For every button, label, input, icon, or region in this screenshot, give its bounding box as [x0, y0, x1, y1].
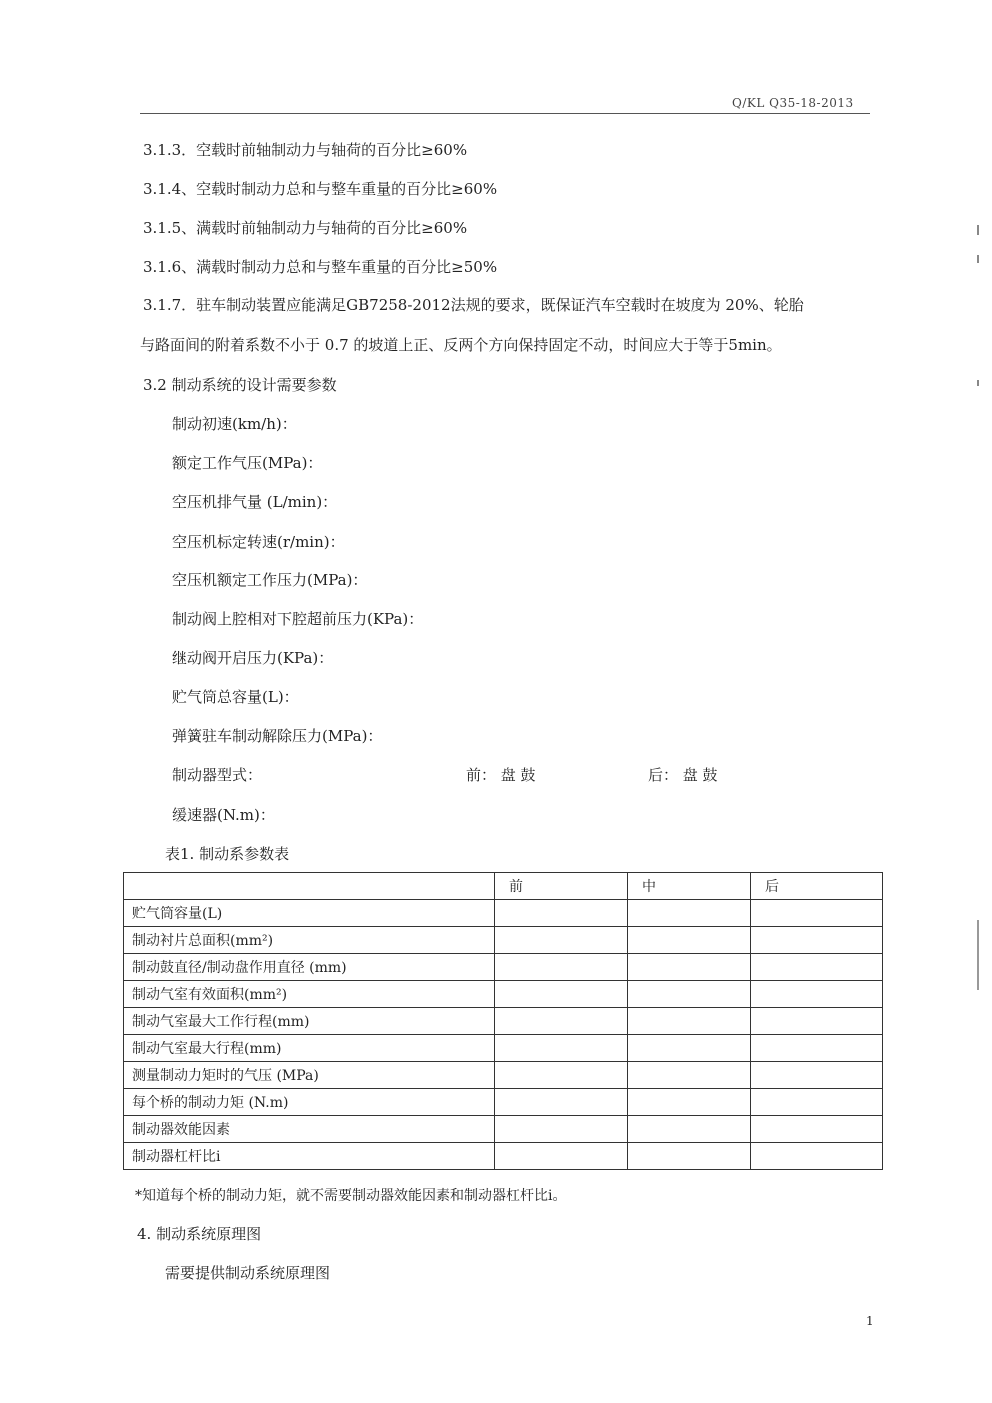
value-cell	[495, 1008, 628, 1035]
table-caption: 表1. 制动系参数表	[165, 845, 290, 863]
scan-artifact	[977, 255, 979, 263]
table-header-row	[124, 873, 883, 900]
value-cell	[495, 1116, 628, 1143]
value-cell	[495, 954, 628, 981]
param-line: 空压机额定工作压力(MPa)：	[172, 571, 368, 589]
value-cell	[751, 1008, 883, 1035]
value-cell	[751, 1143, 883, 1170]
clause-3-1-7-line2: 与路面间的附着系数不小于 0.7 的坡道上正、反两个方向保持固定不动，时间应大于等于5min。	[140, 336, 782, 354]
row-label: 制动气室最大工作行程(mm)	[124, 1008, 495, 1035]
page-number: 1	[866, 1314, 874, 1328]
table-row	[124, 1143, 883, 1170]
value-cell	[751, 1089, 883, 1116]
value-cell	[628, 1143, 751, 1170]
value-cell	[628, 954, 751, 981]
clause-3-1-6: 3.1.6、满载时制动力总和与整车重量的百分比≥50%	[143, 258, 498, 276]
header-cell	[124, 873, 495, 900]
row-label: 制动气室最大行程(mm)	[124, 1035, 495, 1062]
value-cell	[495, 981, 628, 1008]
table-row	[124, 1116, 883, 1143]
row-label: 贮气筒容量(L)	[124, 900, 495, 927]
row-label: 测量制动力矩时的气压 (MPa)	[124, 1062, 495, 1089]
value-cell	[751, 954, 883, 981]
row-label: 制动鼓直径/制动盘作用直径 (mm)	[124, 954, 495, 981]
table-row	[124, 954, 883, 981]
value-cell	[628, 1089, 751, 1116]
row-label: 制动器效能因素	[124, 1116, 495, 1143]
value-cell	[628, 1116, 751, 1143]
row-label: 制动器杠杆比i	[124, 1143, 495, 1170]
row-label: 制动衬片总面积(mm²)	[124, 927, 495, 954]
brake-type-front: 前： 盘 鼓	[466, 766, 536, 784]
section-3-2-title: 3.2 制动系统的设计需要参数	[143, 376, 337, 394]
row-label: 制动气室有效面积(mm²)	[124, 981, 495, 1008]
section-4-body: 需要提供制动系统原理图	[165, 1264, 331, 1282]
table-footnote: *知道每个桥的制动力矩，就不需要制动器效能因素和制动器杠杆比i。	[135, 1188, 567, 1204]
clause-3-1-3: 3.1.3．空载时前轴制动力与轴荷的百分比≥60%	[143, 141, 468, 159]
value-cell	[751, 927, 883, 954]
document-code: Q/KL Q35-18-2013	[732, 96, 854, 110]
value-cell	[628, 1035, 751, 1062]
value-cell	[495, 1062, 628, 1089]
value-cell	[751, 1116, 883, 1143]
section-4-title: 4. 制动系统原理图	[137, 1225, 262, 1243]
value-cell	[628, 1062, 751, 1089]
param-line: 弹簧驻车制动解除压力(MPa)：	[172, 727, 383, 745]
value-cell	[495, 900, 628, 927]
header-cell-rear: 后	[751, 873, 883, 900]
param-line: 额定工作气压(MPa)：	[172, 454, 323, 472]
param-line: 贮气筒总容量(L)：	[172, 688, 299, 706]
param-line: 空压机排气量 (L/min)：	[172, 493, 338, 511]
param-line: 制动阀上腔相对下腔超前压力(KPa)：	[172, 610, 424, 628]
table-row	[124, 1035, 883, 1062]
table-row	[124, 1089, 883, 1116]
value-cell	[628, 1008, 751, 1035]
value-cell	[751, 1035, 883, 1062]
brake-parameter-table	[123, 872, 883, 1170]
value-cell	[628, 981, 751, 1008]
row-label: 每个桥的制动力矩 (N.m)	[124, 1089, 495, 1116]
brake-type-rear: 后： 盘 鼓	[648, 766, 718, 784]
value-cell	[495, 927, 628, 954]
table-row	[124, 927, 883, 954]
value-cell	[495, 1143, 628, 1170]
scan-artifact	[977, 920, 979, 990]
table-row	[124, 1008, 883, 1035]
param-line: 继动阀开启压力(KPa)：	[172, 649, 334, 667]
header-rule	[140, 113, 870, 114]
value-cell	[751, 900, 883, 927]
table-row	[124, 981, 883, 1008]
scan-artifact	[977, 225, 979, 235]
table-row	[124, 900, 883, 927]
value-cell	[751, 981, 883, 1008]
scan-artifact	[977, 380, 979, 386]
clause-3-1-4: 3.1.4、空载时制动力总和与整车重量的百分比≥60%	[143, 180, 498, 198]
param-line: 空压机标定转速(r/min)：	[172, 533, 345, 551]
table-row	[124, 1062, 883, 1089]
value-cell	[495, 1035, 628, 1062]
value-cell	[751, 1062, 883, 1089]
value-cell	[628, 900, 751, 927]
clause-3-1-5: 3.1.5、满载时前轴制动力与轴荷的百分比≥60%	[143, 219, 468, 237]
value-cell	[628, 927, 751, 954]
value-cell	[495, 1089, 628, 1116]
brake-type-label: 制动器型式：	[172, 766, 263, 784]
retarder-line: 缓速器(N.m)：	[172, 806, 275, 824]
header-cell-middle: 中	[628, 873, 751, 900]
header-cell-front: 前	[495, 873, 628, 900]
param-line: 制动初速(km/h)：	[172, 415, 297, 433]
clause-3-1-7-line1: 3.1.7．驻车制动装置应能满足GB7258-2012法规的要求，既保证汽车空载时在坡度为 20%、轮胎	[143, 296, 804, 314]
